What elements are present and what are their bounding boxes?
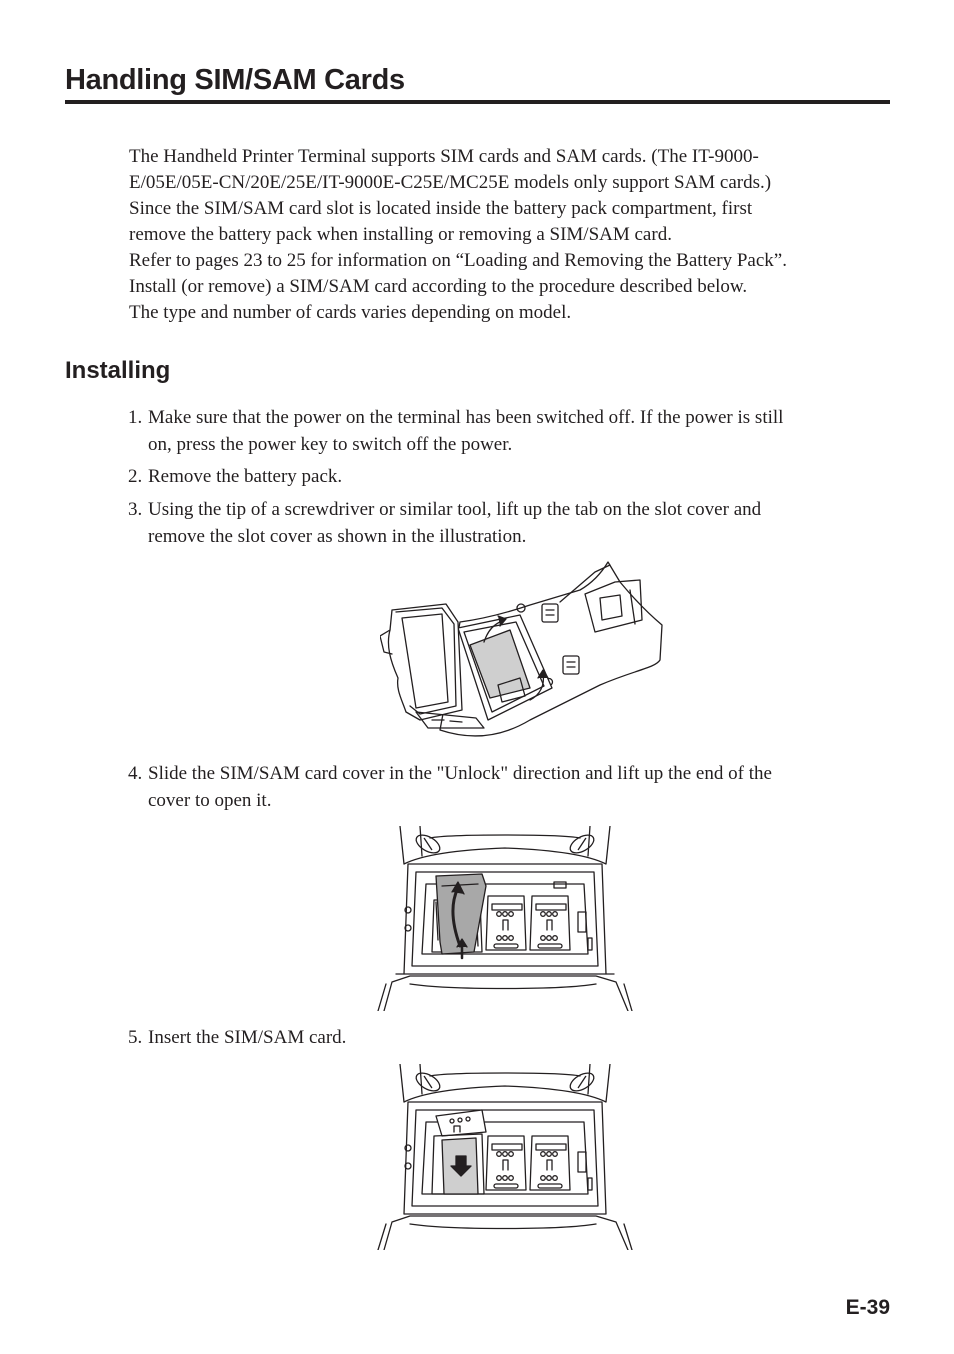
step-text: remove the slot cover as shown in the illustration. (148, 526, 527, 547)
intro-line: Install (or remove) a SIM/SAM card according to the procedure described below. (129, 276, 748, 297)
intro-line: E/05E/05E-CN/20E/25E/IT-9000E-C25E/MC25E models only support SAM cards.) (129, 172, 772, 193)
intro-line: The Handheld Printer Terminal supports SIM cards and SAM cards. (The IT-9000- (129, 146, 759, 167)
step-number: 3. (128, 499, 143, 520)
intro-line: Since the SIM/SAM card slot is located inside the battery pack compartment, first (129, 198, 753, 219)
card-cover-unlock-illustration (370, 826, 640, 1011)
step-1 (128, 404, 890, 458)
step-text: Using the tip of a screwdriver or similar tool, lift up the tab on the slot cover and (148, 499, 762, 520)
step-4 (128, 760, 890, 814)
page-number: E-39 (845, 1296, 890, 1319)
insert-card-illustration (370, 1064, 640, 1250)
step-text: Make sure that the power on the terminal has been switched off. If the power is still (148, 407, 784, 428)
step-text: Remove the battery pack. (148, 466, 343, 487)
step-number: 1. (128, 407, 143, 428)
step-text: cover to open it. (148, 790, 272, 811)
intro-paragraph (129, 144, 889, 326)
page-title: Handling SIM/SAM Cards (65, 64, 405, 96)
step-number: 4. (128, 763, 143, 784)
step-5 (128, 1024, 890, 1051)
intro-line: The type and number of cards varies depending on model. (129, 302, 572, 323)
step-text: on, press the power key to switch off the power. (148, 434, 513, 455)
step-2 (128, 463, 890, 490)
step-text: Insert the SIM/SAM card. (148, 1027, 347, 1048)
intro-line: Refer to pages 23 to 25 for information on “Loading and Removing the Battery Pack”. (129, 250, 787, 271)
step-number: 2. (128, 466, 143, 487)
step-text: Slide the SIM/SAM card cover in the "Unlock" direction and lift up the end of the (148, 763, 772, 784)
section-heading: Installing (65, 357, 171, 384)
title-rule (65, 100, 890, 104)
step-number: 5. (128, 1027, 143, 1048)
intro-line: remove the battery pack when installing or removing a SIM/SAM card. (129, 224, 672, 245)
slot-cover-removal-illustration (380, 560, 665, 745)
step-3 (128, 496, 890, 550)
